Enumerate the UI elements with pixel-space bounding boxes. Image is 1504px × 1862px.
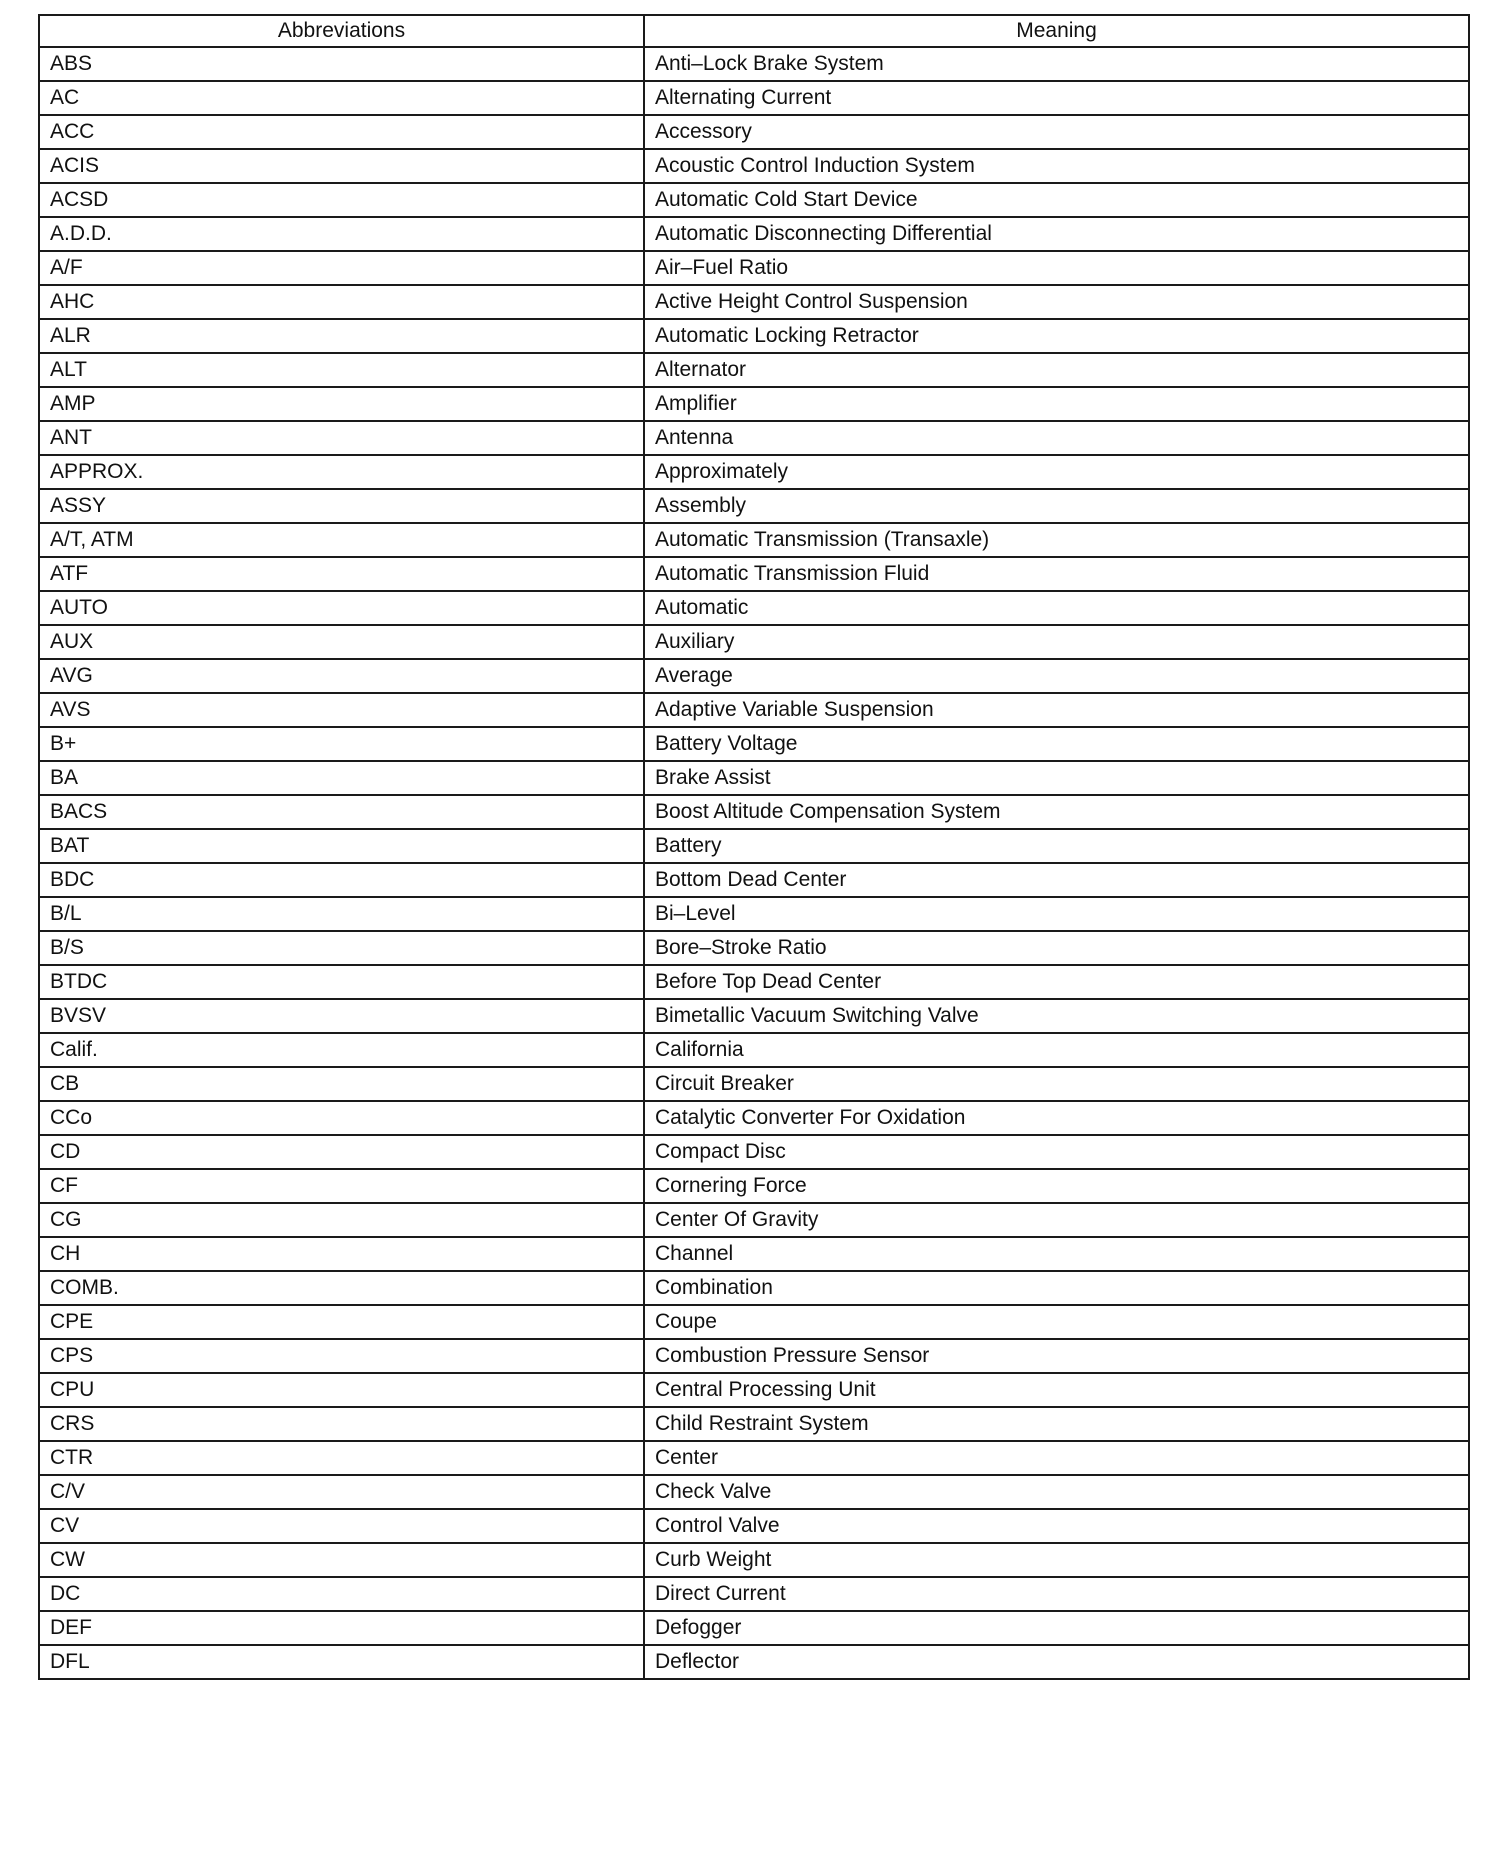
abbreviation-cell: CPS bbox=[39, 1339, 644, 1373]
abbreviation-cell: CW bbox=[39, 1543, 644, 1577]
meaning-cell: Bimetallic Vacuum Switching Valve bbox=[644, 999, 1469, 1033]
abbreviation-cell: B+ bbox=[39, 727, 644, 761]
table-row bbox=[39, 931, 1469, 965]
abbreviation-cell: DFL bbox=[39, 1645, 644, 1679]
meaning-cell: Battery Voltage bbox=[644, 727, 1469, 761]
meaning-cell: Automatic Transmission Fluid bbox=[644, 557, 1469, 591]
meaning-cell: Catalytic Converter For Oxidation bbox=[644, 1101, 1469, 1135]
table-row bbox=[39, 183, 1469, 217]
meaning-cell: Automatic Locking Retractor bbox=[644, 319, 1469, 353]
meaning-cell: Air–Fuel Ratio bbox=[644, 251, 1469, 285]
meaning-cell: Adaptive Variable Suspension bbox=[644, 693, 1469, 727]
meaning-cell: Cornering Force bbox=[644, 1169, 1469, 1203]
abbreviation-cell: A.D.D. bbox=[39, 217, 644, 251]
abbreviation-cell: AHC bbox=[39, 285, 644, 319]
table-row bbox=[39, 1543, 1469, 1577]
meaning-cell: Accessory bbox=[644, 115, 1469, 149]
meaning-cell: Automatic bbox=[644, 591, 1469, 625]
meaning-cell: Channel bbox=[644, 1237, 1469, 1271]
abbreviation-cell: APPROX. bbox=[39, 455, 644, 489]
abbreviation-cell: B/S bbox=[39, 931, 644, 965]
meaning-cell: Defogger bbox=[644, 1611, 1469, 1645]
abbreviation-cell: BAT bbox=[39, 829, 644, 863]
table-row bbox=[39, 489, 1469, 523]
meaning-cell: Center bbox=[644, 1441, 1469, 1475]
meaning-cell: Bottom Dead Center bbox=[644, 863, 1469, 897]
abbreviation-cell: AVG bbox=[39, 659, 644, 693]
abbreviation-cell: CD bbox=[39, 1135, 644, 1169]
table-row bbox=[39, 625, 1469, 659]
meaning-cell: Bore–Stroke Ratio bbox=[644, 931, 1469, 965]
meaning-cell: Check Valve bbox=[644, 1475, 1469, 1509]
meaning-cell: Direct Current bbox=[644, 1577, 1469, 1611]
table-row bbox=[39, 1645, 1469, 1679]
meaning-cell: Alternator bbox=[644, 353, 1469, 387]
meaning-cell: Combination bbox=[644, 1271, 1469, 1305]
table-row bbox=[39, 999, 1469, 1033]
meaning-cell: Approximately bbox=[644, 455, 1469, 489]
table-row bbox=[39, 285, 1469, 319]
abbreviation-cell: AC bbox=[39, 81, 644, 115]
table-row bbox=[39, 829, 1469, 863]
header-row bbox=[39, 15, 1469, 47]
meaning-cell: Compact Disc bbox=[644, 1135, 1469, 1169]
abbreviation-cell: CB bbox=[39, 1067, 644, 1101]
abbreviation-cell: CG bbox=[39, 1203, 644, 1237]
meaning-cell: Bi–Level bbox=[644, 897, 1469, 931]
abbreviation-cell: BACS bbox=[39, 795, 644, 829]
abbreviation-cell: ABS bbox=[39, 47, 644, 81]
table-row bbox=[39, 965, 1469, 999]
abbreviation-cell: AUX bbox=[39, 625, 644, 659]
abbreviation-cell: COMB. bbox=[39, 1271, 644, 1305]
meaning-cell: Curb Weight bbox=[644, 1543, 1469, 1577]
meaning-cell: Central Processing Unit bbox=[644, 1373, 1469, 1407]
abbreviation-cell: A/T, ATM bbox=[39, 523, 644, 557]
table-row bbox=[39, 1271, 1469, 1305]
table-row bbox=[39, 149, 1469, 183]
table-row bbox=[39, 387, 1469, 421]
meaning-cell: Antenna bbox=[644, 421, 1469, 455]
table-row bbox=[39, 1577, 1469, 1611]
meaning-cell: Battery bbox=[644, 829, 1469, 863]
abbreviation-cell: AVS bbox=[39, 693, 644, 727]
table-row bbox=[39, 47, 1469, 81]
abbreviation-cell: AMP bbox=[39, 387, 644, 421]
meaning-cell: Combustion Pressure Sensor bbox=[644, 1339, 1469, 1373]
meaning-cell: Brake Assist bbox=[644, 761, 1469, 795]
table-row bbox=[39, 1441, 1469, 1475]
meaning-cell: Anti–Lock Brake System bbox=[644, 47, 1469, 81]
abbreviation-cell: ANT bbox=[39, 421, 644, 455]
meaning-cell: Alternating Current bbox=[644, 81, 1469, 115]
table-row bbox=[39, 353, 1469, 387]
abbreviation-cell: BTDC bbox=[39, 965, 644, 999]
meaning-cell: Average bbox=[644, 659, 1469, 693]
meaning-cell: Deflector bbox=[644, 1645, 1469, 1679]
abbreviation-cell: C/V bbox=[39, 1475, 644, 1509]
table-row bbox=[39, 81, 1469, 115]
abbreviation-cell: CH bbox=[39, 1237, 644, 1271]
table-row bbox=[39, 659, 1469, 693]
table-row bbox=[39, 795, 1469, 829]
meaning-cell: Control Valve bbox=[644, 1509, 1469, 1543]
column-header-meaning: Meaning bbox=[644, 15, 1469, 47]
table-body bbox=[39, 47, 1469, 1679]
meaning-cell: Circuit Breaker bbox=[644, 1067, 1469, 1101]
abbreviation-cell: Calif. bbox=[39, 1033, 644, 1067]
table-row bbox=[39, 1169, 1469, 1203]
abbreviation-cell: CCo bbox=[39, 1101, 644, 1135]
table-row bbox=[39, 863, 1469, 897]
column-header-abbreviations: Abbreviations bbox=[39, 15, 644, 47]
abbreviation-cell: BA bbox=[39, 761, 644, 795]
table-row bbox=[39, 1339, 1469, 1373]
meaning-cell: Automatic Transmission (Transaxle) bbox=[644, 523, 1469, 557]
abbreviations-table bbox=[38, 14, 1470, 1680]
meaning-cell: Boost Altitude Compensation System bbox=[644, 795, 1469, 829]
meaning-cell: Center Of Gravity bbox=[644, 1203, 1469, 1237]
table-row bbox=[39, 1475, 1469, 1509]
meaning-cell: California bbox=[644, 1033, 1469, 1067]
abbreviation-cell: ACIS bbox=[39, 149, 644, 183]
meaning-cell: Assembly bbox=[644, 489, 1469, 523]
meaning-cell: Automatic Cold Start Device bbox=[644, 183, 1469, 217]
abbreviation-cell: CPU bbox=[39, 1373, 644, 1407]
table-row bbox=[39, 1237, 1469, 1271]
table-row bbox=[39, 421, 1469, 455]
abbreviation-cell: BDC bbox=[39, 863, 644, 897]
table-row bbox=[39, 897, 1469, 931]
abbreviation-cell: ALT bbox=[39, 353, 644, 387]
table-row bbox=[39, 1101, 1469, 1135]
abbreviation-cell: CF bbox=[39, 1169, 644, 1203]
table-row bbox=[39, 1203, 1469, 1237]
table-row bbox=[39, 693, 1469, 727]
abbreviation-cell: DC bbox=[39, 1577, 644, 1611]
abbreviation-cell: ASSY bbox=[39, 489, 644, 523]
table-row bbox=[39, 319, 1469, 353]
meaning-cell: Child Restraint System bbox=[644, 1407, 1469, 1441]
meaning-cell: Amplifier bbox=[644, 387, 1469, 421]
abbreviation-cell: AUTO bbox=[39, 591, 644, 625]
meaning-cell: Acoustic Control Induction System bbox=[644, 149, 1469, 183]
meaning-cell: Auxiliary bbox=[644, 625, 1469, 659]
abbreviation-cell: CRS bbox=[39, 1407, 644, 1441]
table-row bbox=[39, 1407, 1469, 1441]
table-row bbox=[39, 1305, 1469, 1339]
table-row bbox=[39, 591, 1469, 625]
table-row bbox=[39, 1509, 1469, 1543]
meaning-cell: Coupe bbox=[644, 1305, 1469, 1339]
table-row bbox=[39, 1067, 1469, 1101]
abbreviation-cell: ACC bbox=[39, 115, 644, 149]
table-row bbox=[39, 761, 1469, 795]
abbreviation-cell: B/L bbox=[39, 897, 644, 931]
abbreviation-cell: CTR bbox=[39, 1441, 644, 1475]
table-row bbox=[39, 727, 1469, 761]
table-row bbox=[39, 217, 1469, 251]
meaning-cell: Before Top Dead Center bbox=[644, 965, 1469, 999]
table-row bbox=[39, 1373, 1469, 1407]
table-row bbox=[39, 557, 1469, 591]
abbreviation-cell: ATF bbox=[39, 557, 644, 591]
table-row bbox=[39, 1611, 1469, 1645]
abbreviation-cell: CPE bbox=[39, 1305, 644, 1339]
table-header bbox=[39, 15, 1469, 47]
table-row bbox=[39, 455, 1469, 489]
abbreviation-cell: DEF bbox=[39, 1611, 644, 1645]
table-row bbox=[39, 115, 1469, 149]
abbreviation-cell: A/F bbox=[39, 251, 644, 285]
abbreviation-cell: CV bbox=[39, 1509, 644, 1543]
meaning-cell: Automatic Disconnecting Differential bbox=[644, 217, 1469, 251]
meaning-cell: Active Height Control Suspension bbox=[644, 285, 1469, 319]
table-row bbox=[39, 1033, 1469, 1067]
abbreviation-cell: ACSD bbox=[39, 183, 644, 217]
abbreviation-cell: BVSV bbox=[39, 999, 644, 1033]
table-row bbox=[39, 523, 1469, 557]
table-row bbox=[39, 251, 1469, 285]
table-row bbox=[39, 1135, 1469, 1169]
abbreviation-cell: ALR bbox=[39, 319, 644, 353]
